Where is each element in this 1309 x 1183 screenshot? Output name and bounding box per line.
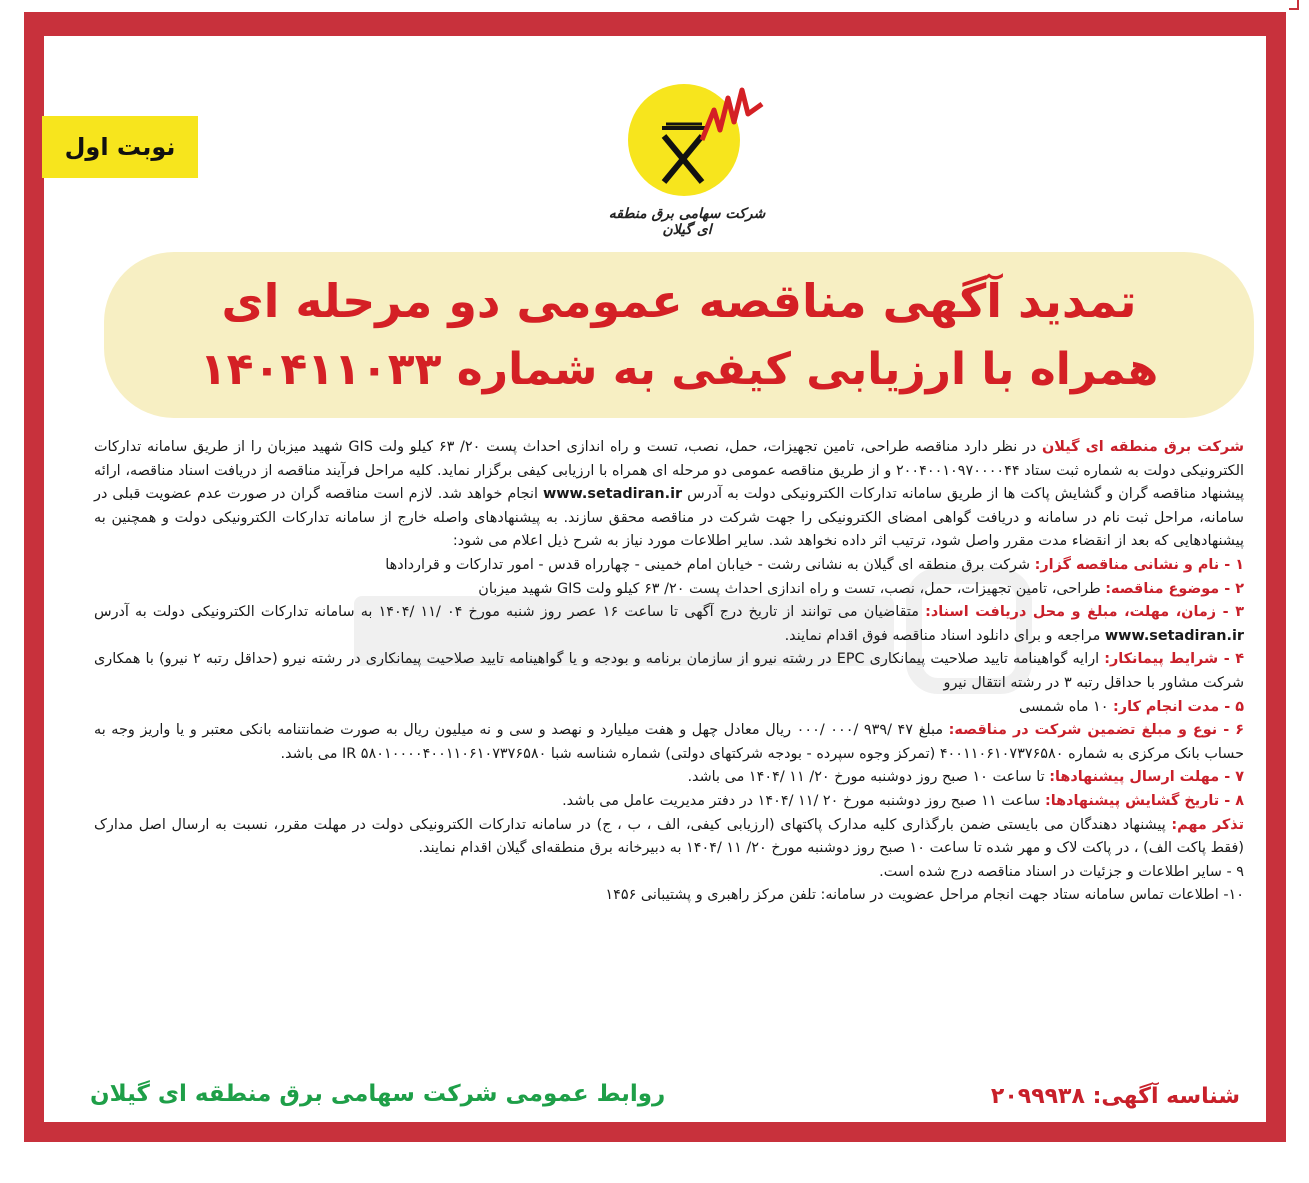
item-1-label: ۱ - نام و نشانی مناقصه گزار: (1034, 556, 1244, 573)
item-4-label: ۴ - شرایط پیمانکار: (1104, 651, 1244, 668)
item-4 (94, 648, 1244, 695)
intro-text-1: در نظر دارد مناقصه طراحی، تامین تجهیزات، حمل، نصب، تست و راه اندازی احداث پست ۲۰/ ۶۳ کیلو ولت GIS شهید میزبان را از طریق سامانه تدارکات الکترونیکی دولت به شماره ثبت ستاد ۲۰۰۴۰۰۱۰۹۷۰۰۰۰۴۴ و از طریق مناقصه عمومی دو مرحله ای همراه با ارزیابی کیفی برگزار نماید. کلیه مراحل فرآیند مناقصه از دریافت اسناد مناقصه، ارائه پیشنهاد مناقصه گران و گشایش پاکت ها از طریق سامانه تدارکات الکترونیکی دولت به آدرس (94, 439, 1244, 503)
ad-text (94, 436, 1244, 908)
item-2-text: طراحی، تامین تجهیزات، حمل، نصب، تست و راه اندازی احداث پست ۲۰/ ۶۳ کیلو ولت GIS شهید میزبان (478, 580, 1106, 597)
item-5 (94, 696, 1244, 720)
item-3-url[interactable]: www.setadiran.ir (1104, 627, 1244, 644)
intro-url[interactable]: www.setadiran.ir (542, 486, 683, 503)
logo-caption: شرکت سهامی برق منطقه ای گیلان (608, 206, 766, 238)
item-3-text: متقاضیان می توانند از تاریخ درج آگهی تا ساعت ۱۶ عصر روز شنبه مورخ ۰۴ /۱۱ /۱۴۰۴ به سامانه تدارکات الکترونیکی دولت به آدرس (94, 604, 926, 621)
item-2 (94, 578, 1244, 602)
footer-org: روابط عمومی شرکت سهامی برق منطقه ای گیلان (90, 1081, 666, 1107)
intro-text-2: انجام خواهد شد. لازم است مناقصه گران در صورت عدم عضویت قبلی در سامانه، مراحل ثبت نام در سامانه و دریافت گواهی امضای الکترونیکی را جهت شرکت در مناقصه محقق سازند. به پیشنهادهای واصله خارج از سامانه تدارکات الکترونیکی دولت و همچنین به پیشنهادهایی که بعد از انقضاء مدت مقرر واصل شود، ترتیب اثر داده نخواهد شد. سایر اطلاعات مورد نیاز به شرح ذیل اعلام می شود: (94, 486, 1244, 550)
ad-body (44, 36, 1266, 1122)
item-5-label: ۵ - مدت انجام کار: (1113, 698, 1244, 715)
item-7-text: تا ساعت ۱۰ صبح روز دوشنبه مورخ ۲۰/ ۱۱ /۱۴۰۴ می باشد. (687, 769, 1050, 786)
title-line-2: همراه با ارزیابی کیفی به شماره ۱۴۰۴۱۱۰۳۳ (199, 344, 1159, 395)
corner-mark (1289, 0, 1299, 10)
round-badge: نوبت اول (42, 116, 198, 178)
item-9: ۹ - سایر اطلاعات و جزئیات در اسناد مناقصه درج شده است. (879, 863, 1244, 880)
item-6 (94, 719, 1244, 766)
item-8 (94, 790, 1244, 814)
item-4-text: ارایه گواهینامه تایید صلاحیت پیمانکاری EPC در رشته نیرو از سازمان برنامه و بودجه و یا گواهینامه تایید صلاحیت پیمانکاری در رشته نیرو (حداقل رتبه ۲ نیرو) با همکاری شرکت مشاور با حداقل رتبه ۳ در رشته انتقال نیرو (94, 651, 1244, 691)
item-3-label: ۳ - زمان، مهلت، مبلغ و محل دریافت اسناد: (925, 604, 1244, 621)
item-1 (94, 554, 1244, 578)
ad-frame (24, 12, 1286, 1142)
company-name: شرکت برق منطقه ای گیلان (1042, 439, 1244, 455)
company-logo (602, 80, 772, 240)
item-8-label: ۸ - تاریخ گشایش پیشنهادها: (1044, 792, 1244, 809)
item-8-text: ساعت ۱۱ صبح روز دوشنبه مورخ ۲۰ /۱۱ /۱۴۰۴ در دفتر مدیریت عامل می باشد. (562, 792, 1045, 809)
footer-ad-id: شناسه آگهی: ۲۰۹۹۹۳۸ (990, 1084, 1240, 1109)
title-line-1: تمدید آگهی مناقصه عمومی دو مرحله ای (221, 274, 1137, 328)
item-1-text: شرکت برق منطقه ای گیلان به نشانی رشت - خیابان امام خمینی - چهارراه قدس - امور تدارکات و قراردادها (385, 556, 1035, 573)
title-band (104, 252, 1254, 418)
intro-paragraph (94, 436, 1244, 554)
item-3 (94, 601, 1244, 648)
logo-icon (602, 80, 772, 206)
note-paragraph (94, 814, 1244, 861)
note-text: پیشنهاد دهندگان می بایستی ضمن بارگذاری کلیه مدارک پاکتهای (ارزیابی کیفی، الف ، ب ، ج) در سامانه تدارکات الکترونیکی دولت در مهلت مقرر، نسبت به ارسال اصل مدارک (فقط پاکت الف) ، در پاکت لاک و مهر شده تا ساعت ۱۰ صبح روز دوشنبه مورخ ۲۰/ ۱۱ /۱۴۰۴ به دبیرخانه برق منطقه‌ای گیلان اقدام نمایند. (94, 816, 1244, 857)
item-10: ۱۰- اطلاعات تماس سامانه ستاد جهت انجام مراحل عضویت در سامانه: تلفن مرکز راهبری و پشتیبانی ۱۴۵۶ (605, 887, 1244, 904)
note-label: تذکر مهم: (1171, 816, 1244, 833)
item-7-label: ۷ - مهلت ارسال پیشنهادها: (1049, 769, 1244, 786)
item-3-text-after: مراجعه و برای دانلود اسناد مناقصه فوق اقدام نمایند. (784, 627, 1105, 644)
item-7 (94, 766, 1244, 790)
item-6-label: ۶ - نوع و مبلغ تضمین شرکت در مناقصه: (948, 722, 1244, 739)
item-2-label: ۲ - موضوع مناقصه: (1105, 580, 1244, 597)
item-5-text: ۱۰ ماه شمسی (1018, 698, 1114, 715)
item-6-text: مبلغ ۴۷ /۹۳۹ /۰۰۰ /۰۰۰ ریال معادل چهل و هفت میلیارد و نهصد و سی و نه میلیون ریال به صورت ضمانتنامه بانکی معتبر و یا واریز وجه به حساب بانک مرکزی به شماره ۴۰۰۱۱۰۶۱۰۷۳۷۶۵۸۰ (تمرکز وجوه سپرده - بودجه شرکتهای دولتی) شماره شناسه شبا IR ۵۸۰۱۰۰۰۰۴۰۰۱۱۰۶۱۰۷۳۷۶۵۸۰ می باشد. (94, 722, 1244, 762)
